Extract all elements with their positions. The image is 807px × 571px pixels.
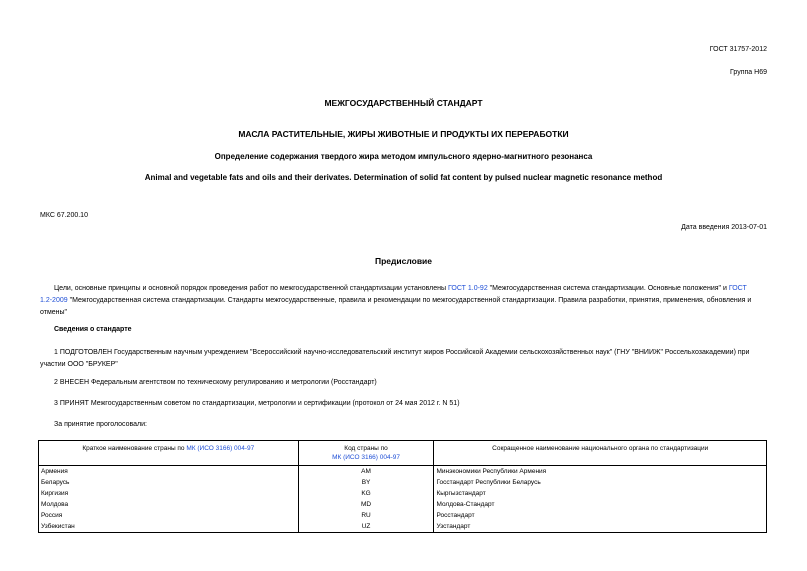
- gost-1-2-2009-link[interactable]: ГОСТ: [728, 285, 747, 292]
- countries-table: [38, 440, 767, 533]
- col-country-header: Краткое наименование страны по МК (ИСО 3166) 004-97: [39, 441, 299, 466]
- table-row: [39, 499, 767, 510]
- mks-code: МКС 67.200.10: [40, 212, 88, 219]
- body-cell: Минэкономики Республики Армения: [434, 466, 767, 478]
- table-row: [39, 466, 767, 478]
- body-cell: Росстандарт: [434, 510, 767, 521]
- foreword-paragraph-line2: 1.2-2009 "Межгосударственная система стандартизации. Стандарты межгосударственные, правила и рекомендации по межгосударственной стандартизации. Правила разработки, принятия, применения, обновления и: [40, 297, 752, 304]
- foreword-paragraph-line1: Цели, основные принципы и основной порядок проведения работ по межгосударственной стандартизации установлены ГОСТ 1.0-92 "Межгосударственная система стандартизации. Основные положения" и ГОСТ: [54, 285, 747, 292]
- table-row: [39, 477, 767, 488]
- table-header-row: [39, 441, 767, 466]
- code-cell: RU: [298, 510, 434, 521]
- foreword-paragraph-line3: отмены": [40, 309, 68, 316]
- item-2: 2 ВНЕСЕН Федеральным агентством по техническому регулированию и метрологии (Росстандарт): [54, 379, 377, 386]
- standard-type: МЕЖГОСУДАРСТВЕННЫЙ СТАНДАРТ: [324, 98, 483, 108]
- country-cell: Киргизия: [39, 488, 299, 499]
- code-cell: UZ: [298, 521, 434, 533]
- document-title: МАСЛА РАСТИТЕЛЬНЫЕ, ЖИРЫ ЖИВОТНЫЕ И ПРОДУКТЫ ИХ ПЕРЕРАБОТКИ: [238, 129, 569, 139]
- gost-1-0-92-link[interactable]: ГОСТ 1.0-92: [447, 285, 488, 292]
- subtitle-ru: Определение содержания твердого жира методом импульсного ядерно-магнитного резонанса: [214, 152, 593, 161]
- info-heading: Сведения о стандарте: [54, 326, 132, 333]
- col-code-header: Код страны по МК (ИСО 3166) 004-97: [298, 441, 434, 466]
- body-cell: Кыргызстандарт: [434, 488, 767, 499]
- gost-1-2-2009-link-cont[interactable]: 1.2-2009: [40, 297, 68, 304]
- table-row: [39, 521, 767, 533]
- code-cell: MD: [298, 499, 434, 510]
- document-code: ГОСТ 31757-2012: [709, 46, 767, 53]
- intro-date: Дата введения 2013-07-01: [681, 224, 767, 231]
- body-cell: Молдова-Стандарт: [434, 499, 767, 510]
- country-cell: Россия: [39, 510, 299, 521]
- country-cell: Армения: [39, 466, 299, 478]
- subtitle-en: Animal and vegetable fats and oils and their derivates. Determination of solid fat content by pulsed nuclear magnetic resonance method: [144, 173, 663, 182]
- mk-iso-link[interactable]: МК (ИСО 3166) 004-97: [186, 445, 255, 452]
- country-cell: Узбекистан: [39, 521, 299, 533]
- body-cell: Узстандарт: [434, 521, 767, 533]
- mk-iso-link-2[interactable]: МК (ИСО 3166) 004-97: [332, 454, 401, 461]
- table-row: [39, 510, 767, 521]
- code-cell: AM: [298, 466, 434, 478]
- col-body-header: Сокращенное наименование национального органа по стандартизации: [434, 441, 767, 466]
- country-cell: Беларусь: [39, 477, 299, 488]
- item-3: 3 ПРИНЯТ Межгосударственным советом по стандартизации, метрологии и сертификации (протокол от 24 мая 2012 г. N 51): [54, 400, 460, 407]
- body-cell: Госстандарт Республики Беларусь: [434, 477, 767, 488]
- item-1-line2: участии ООО "БРУКЕР": [40, 361, 118, 368]
- table-row: [39, 488, 767, 499]
- code-cell: BY: [298, 477, 434, 488]
- item-1-line1: 1 ПОДГОТОВЛЕН Государственным научным учреждением "Всероссийский научно-исследовательский институт жиров Российской Академии сельскохозяйственных наук" (ГНУ "ВНИИЖ" Россельхозакадемии) при: [54, 349, 750, 356]
- group-code: Группа Н69: [730, 69, 767, 76]
- voted-label: За принятие проголосовали:: [54, 421, 147, 428]
- country-cell: Молдова: [39, 499, 299, 510]
- foreword-heading: Предисловие: [374, 256, 433, 266]
- code-cell: KG: [298, 488, 434, 499]
